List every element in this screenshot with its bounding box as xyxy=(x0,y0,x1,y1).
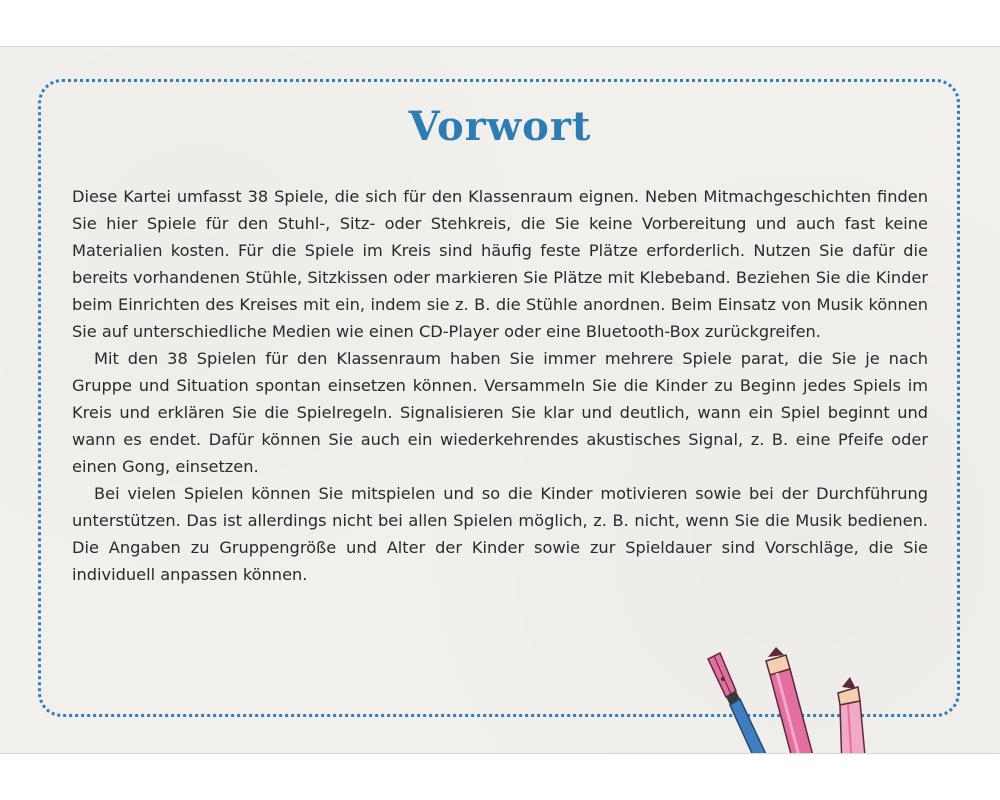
pencils-illustration xyxy=(690,647,890,753)
fountain-pen-icon xyxy=(708,653,772,753)
paragraph-3: Bei vielen Spielen können Sie mitspielen und so die Kinder motivieren sowie bei der Durchführung unterstützen. Das ist allerdings nicht bei allen Spielen möglich, z. B. nicht, wenn Sie die Musik bedienen. Die Angaben zu Gruppengröße und Alter der Kinder sowie zur Spieldauer sind Vorschläge, die Sie individuell anpassen können. xyxy=(72,484,928,584)
preface-text xyxy=(72,183,928,588)
page-title: Vorwort xyxy=(408,103,592,150)
paragraph-1: Diese Kartei umfasst 38 Spiele, die sich für den Klassenraum eignen. Neben Mitmachgeschichten finden Sie hier Spiele für den Stuhl-, Sitz- oder Stehkreis, die Sie keine Vorbereitung und auch fast keine Materialien kosten. Für die Spiele im Kreis sind häufig feste Plätze erforderlich. Nutzen Sie dafür die bereits vorhandenen Stühle, Sitzkissen oder markieren Sie Plätze mit Klebeband. Beziehen Sie die Kinder beim Einrichten des Kreises mit ein, indem sie z. B. die Stühle anordnen. Beim Einsatz von Musik können Sie auf unterschiedliche Medien wie einen CD-Player oder eine Bluetooth-Box zurückgreifen. xyxy=(72,187,928,341)
pink-pencil-icon xyxy=(766,647,816,753)
paragraph-2: Mit den 38 Spielen für den Klassenraum haben Sie immer mehrere Spiele parat, die Sie je nach Gruppe und Situation spontan einsetzen können. Versammeln Sie die Kinder zu Beginn jedes Spiels im Kreis und erklären Sie die Spielregeln. Signalisieren Sie klar und deutlich, wann ein Spiel beginnt und wann es endet. Dafür können Sie auch ein wiederkehrendes akustisches Signal, z. B. eine Pfeife oder einen Gong, einsetzen. xyxy=(72,349,928,476)
page xyxy=(0,46,1000,754)
light-pencil-icon xyxy=(838,677,866,753)
